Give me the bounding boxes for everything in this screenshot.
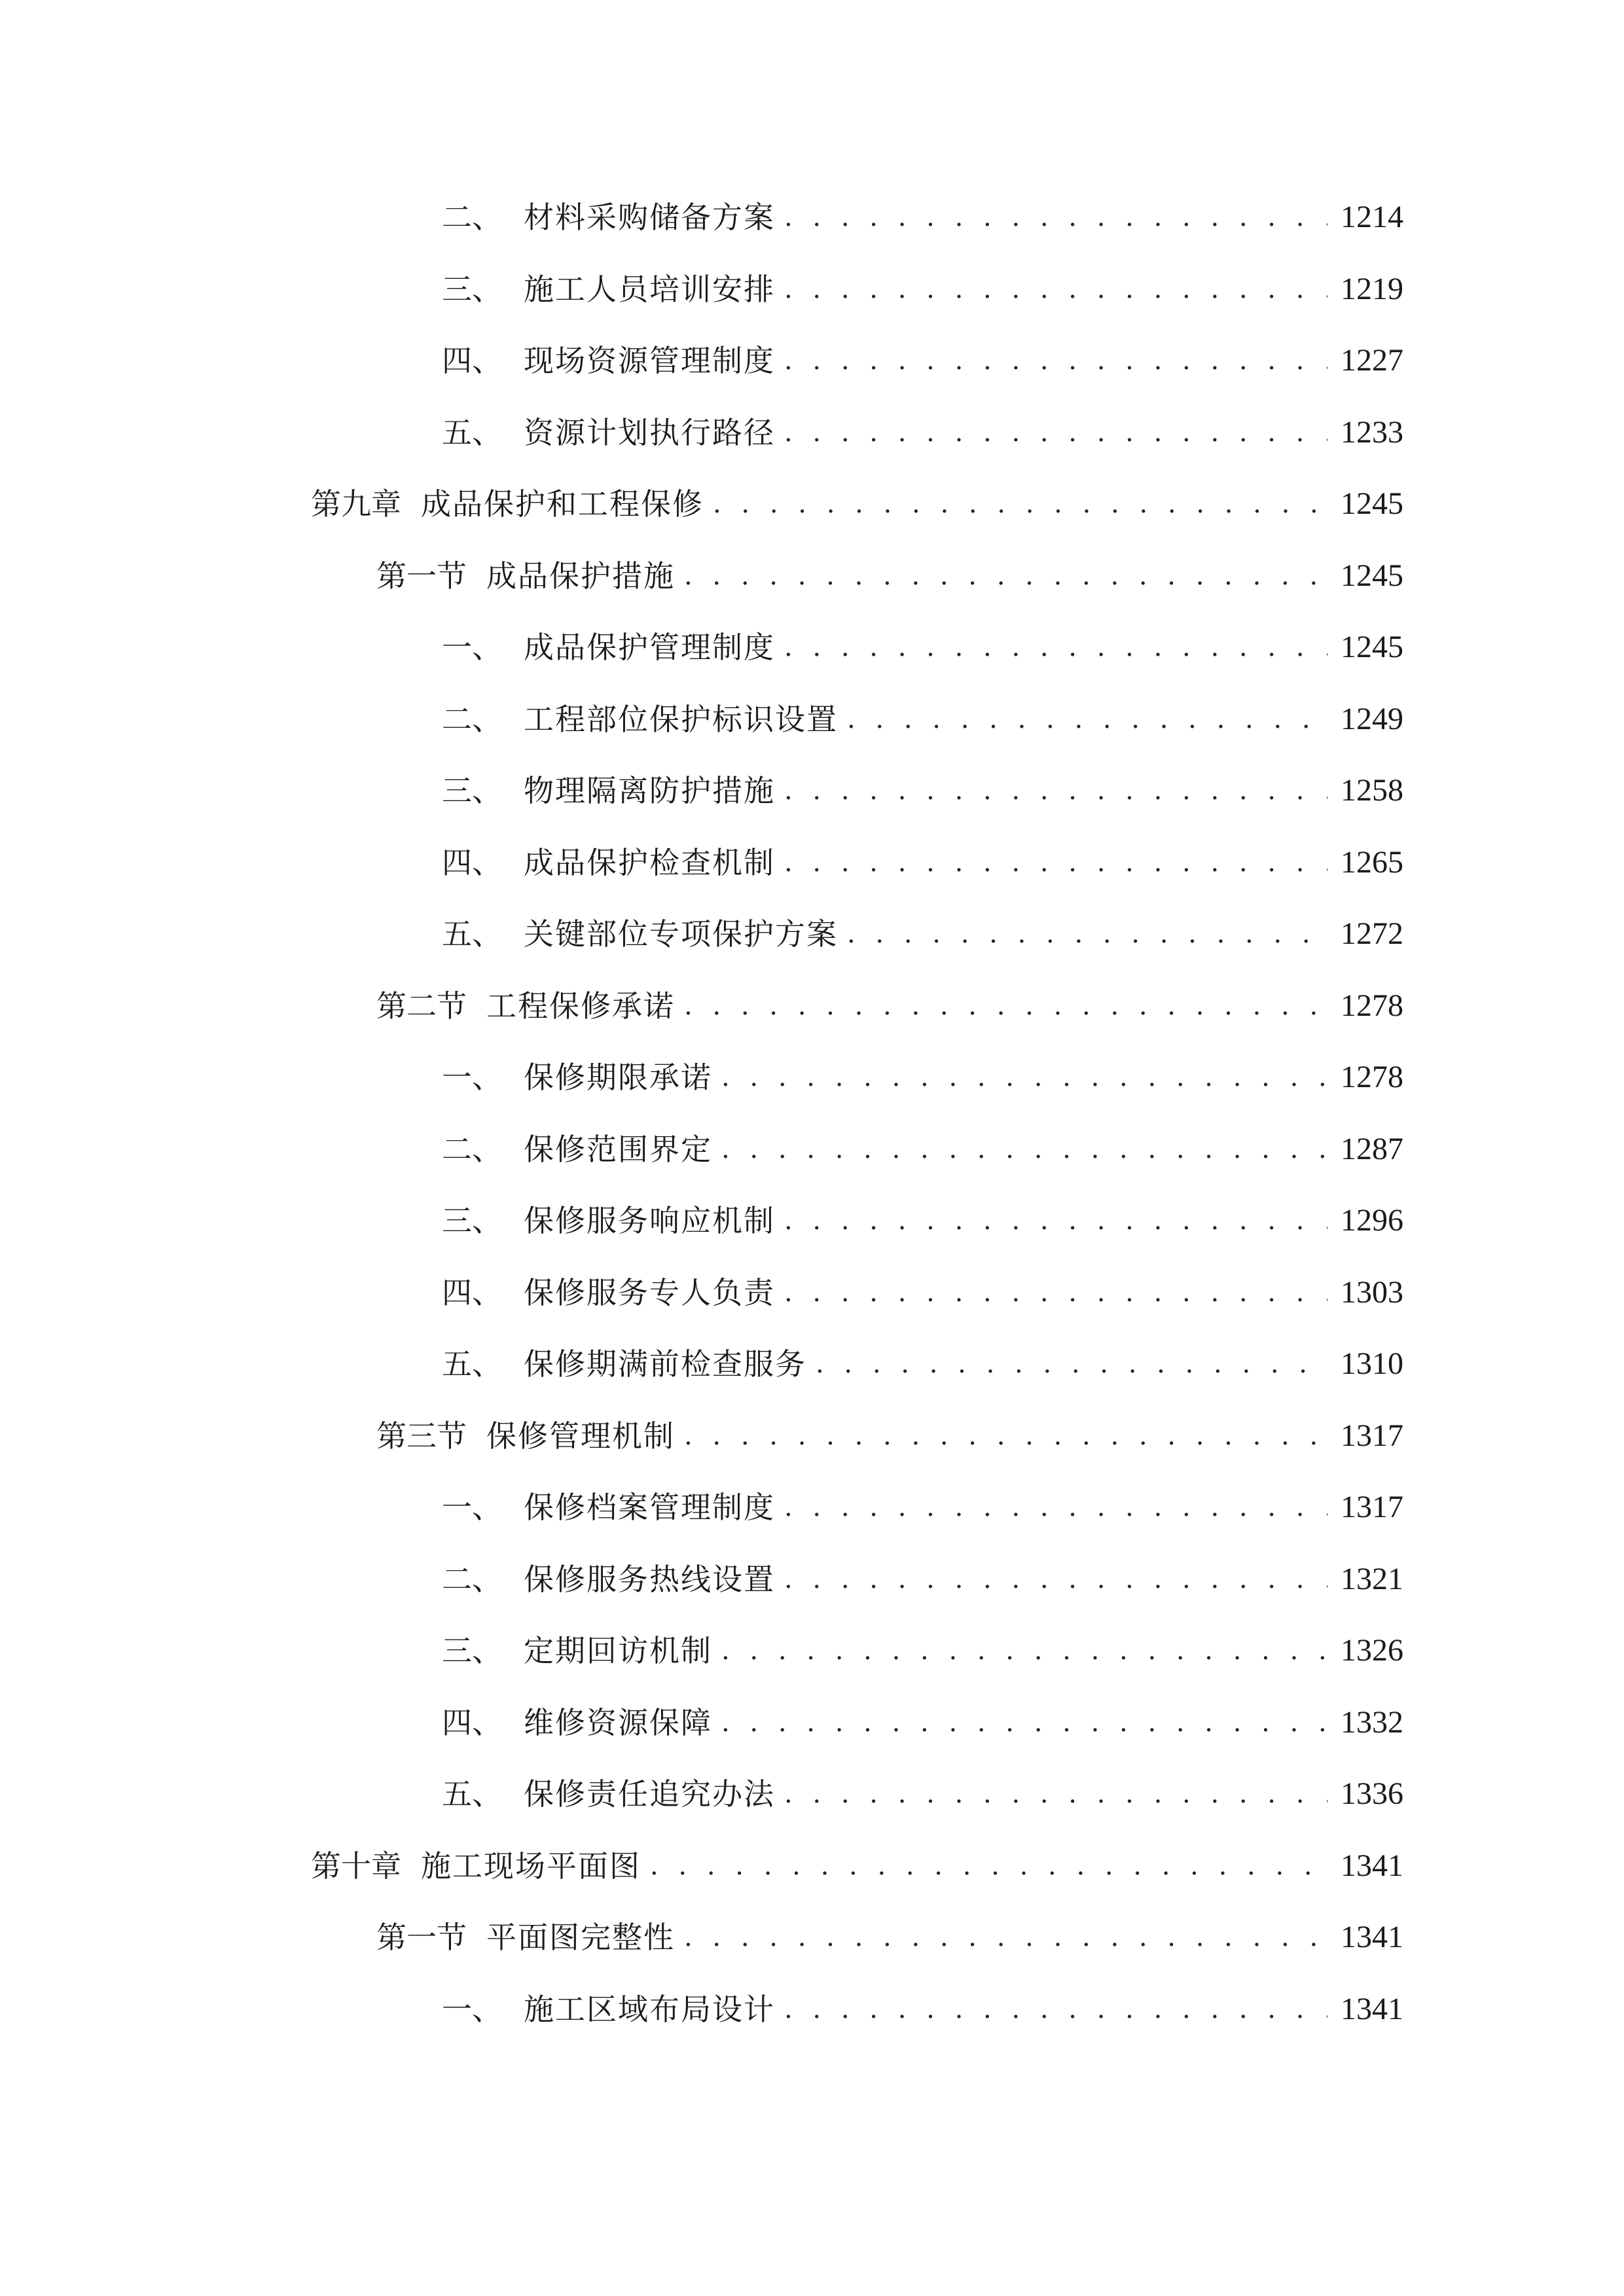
toc-entry-title: 保修责任追究办法 xyxy=(524,1776,775,1812)
dot-leader xyxy=(847,696,1327,742)
toc-entry[interactable] xyxy=(0,410,1403,456)
toc-section-entry[interactable] xyxy=(0,1914,1403,1960)
toc-entry-page: 1336 xyxy=(1341,1776,1403,1811)
toc-entry-page: 1341 xyxy=(1341,1848,1403,1883)
toc-entry-number: 三、 xyxy=(442,1633,502,1668)
toc-entry-number: 一、 xyxy=(442,1060,502,1095)
toc-entry-number: 三、 xyxy=(442,272,502,307)
dot-leader xyxy=(721,1126,1327,1172)
toc-entry[interactable] xyxy=(0,194,1403,240)
dot-leader xyxy=(784,338,1327,384)
toc-entry-title: 施工现场平面图 xyxy=(421,1848,641,1884)
toc-entry-page: 1296 xyxy=(1341,1203,1403,1238)
toc-entry-number: 四、 xyxy=(442,1275,502,1310)
toc-entry-page: 1249 xyxy=(1341,702,1403,736)
toc-entry[interactable] xyxy=(0,1484,1403,1530)
toc-entry-title: 保修服务热线设置 xyxy=(524,1562,775,1597)
toc-section-entry[interactable] xyxy=(0,983,1403,1029)
toc-entry-number: 一、 xyxy=(442,1992,502,2027)
toc-entry-title: 成品保护管理制度 xyxy=(524,630,775,665)
dot-leader xyxy=(721,1054,1327,1100)
toc-entry-title: 保修范围界定 xyxy=(524,1132,712,1167)
toc-entry-page: 1341 xyxy=(1341,1920,1403,1954)
toc-entry-number: 五、 xyxy=(442,916,502,952)
toc-entry-page: 1258 xyxy=(1341,773,1403,808)
toc-entry-title: 工程保修承诺 xyxy=(486,988,675,1024)
toc-entry-title: 物理隔离防护措施 xyxy=(524,773,775,808)
dot-leader xyxy=(784,1270,1327,1316)
toc-entry-number: 第十章 xyxy=(311,1848,401,1884)
toc-entry-title: 保修服务响应机制 xyxy=(524,1203,775,1238)
toc-entry[interactable] xyxy=(0,1628,1403,1674)
toc-entry-page: 1341 xyxy=(1341,1992,1403,2026)
toc-entry-title: 现场资源管理制度 xyxy=(524,343,775,378)
toc-entry-page: 1272 xyxy=(1341,916,1403,951)
dot-leader xyxy=(721,1628,1327,1674)
toc-entry-page: 1245 xyxy=(1341,630,1403,664)
dot-leader xyxy=(784,266,1327,312)
toc-entry-title: 保修管理机制 xyxy=(486,1418,675,1454)
toc-entry-page: 1332 xyxy=(1341,1705,1403,1740)
toc-entry-title: 维修资源保障 xyxy=(524,1705,712,1740)
dot-leader xyxy=(650,1843,1327,1889)
toc-entry-title: 成品保护措施 xyxy=(486,558,675,594)
toc-entry-title: 成品保护检查机制 xyxy=(524,845,775,880)
toc-entry-title: 材料采购储备方案 xyxy=(524,200,775,235)
toc-entry-title: 施工人员培训安排 xyxy=(524,272,775,307)
dot-leader xyxy=(784,1771,1327,1817)
dot-leader xyxy=(684,983,1327,1029)
dot-leader xyxy=(784,768,1327,814)
toc-entry-page: 1233 xyxy=(1341,415,1403,450)
toc-entry-title: 关键部位专项保护方案 xyxy=(524,916,838,952)
toc-entry-number: 二、 xyxy=(442,200,502,235)
toc-entry-page: 1219 xyxy=(1341,272,1403,306)
toc-entry-page: 1265 xyxy=(1341,845,1403,880)
toc-entry-number: 第一节 xyxy=(376,558,467,594)
toc-entry-title: 工程部位保护标识设置 xyxy=(524,702,838,737)
toc-entry-title: 资源计划执行路径 xyxy=(524,415,775,450)
toc-entry-page: 1214 xyxy=(1341,200,1403,234)
toc-entry-number: 五、 xyxy=(442,415,502,450)
toc-section-entry[interactable] xyxy=(0,553,1403,599)
dot-leader xyxy=(713,481,1327,527)
toc-entry-page: 1278 xyxy=(1341,1060,1403,1094)
toc-entry-page: 1287 xyxy=(1341,1132,1403,1166)
dot-leader xyxy=(684,1413,1327,1459)
toc-entry-number: 二、 xyxy=(442,702,502,737)
toc-entry-number: 三、 xyxy=(442,773,502,808)
toc-entry[interactable] xyxy=(0,1126,1403,1172)
toc-entry-title: 成品保护和工程保修 xyxy=(421,486,704,522)
toc-entry-title: 施工区域布局设计 xyxy=(524,1992,775,2027)
toc-entry-number: 四、 xyxy=(442,845,502,880)
toc-entry[interactable] xyxy=(0,768,1403,814)
toc-entry-page: 1245 xyxy=(1341,486,1403,521)
dot-leader xyxy=(684,1914,1327,1960)
dot-leader xyxy=(784,624,1327,670)
toc-entry-page: 1317 xyxy=(1341,1490,1403,1524)
toc-entry[interactable] xyxy=(0,624,1403,670)
toc-entry-page: 1278 xyxy=(1341,988,1403,1023)
dot-leader xyxy=(721,1700,1327,1746)
toc-entry[interactable] xyxy=(0,1341,1403,1387)
toc-entry[interactable] xyxy=(0,1198,1403,1244)
toc-entry-number: 五、 xyxy=(442,1346,502,1382)
toc-entry-number: 第二节 xyxy=(376,988,467,1024)
toc-entry-title: 保修期满前检查服务 xyxy=(524,1346,806,1382)
toc-entry-title: 保修期限承诺 xyxy=(524,1060,712,1095)
toc-entry-number: 一、 xyxy=(442,630,502,665)
toc-entry-number: 四、 xyxy=(442,343,502,378)
dot-leader xyxy=(847,911,1327,957)
toc-entry-page: 1321 xyxy=(1341,1562,1403,1596)
toc-entry-page: 1326 xyxy=(1341,1633,1403,1668)
toc-entry-title: 保修服务专人负责 xyxy=(524,1275,775,1310)
toc-chapter-entry[interactable] xyxy=(0,1843,1403,1889)
dot-leader xyxy=(784,1556,1327,1602)
dot-leader xyxy=(784,1198,1327,1244)
toc-entry-title: 保修档案管理制度 xyxy=(524,1490,775,1525)
toc-entry-page: 1310 xyxy=(1341,1346,1403,1381)
toc-entry-number: 一、 xyxy=(442,1490,502,1525)
toc-entry[interactable] xyxy=(0,911,1403,957)
dot-leader xyxy=(784,840,1327,886)
dot-leader xyxy=(784,410,1327,456)
toc-entry-number: 三、 xyxy=(442,1203,502,1238)
toc-entry[interactable] xyxy=(0,1556,1403,1602)
toc-entry-number: 四、 xyxy=(442,1705,502,1740)
toc-entry[interactable] xyxy=(0,1771,1403,1817)
dot-leader xyxy=(784,194,1327,240)
toc-entry-page: 1303 xyxy=(1341,1275,1403,1310)
toc-section-entry[interactable] xyxy=(0,1413,1403,1459)
dot-leader xyxy=(784,1986,1327,2032)
toc-entry-title: 平面图完整性 xyxy=(486,1920,675,1955)
toc-entry[interactable] xyxy=(0,1270,1403,1316)
toc-entry-number: 二、 xyxy=(442,1562,502,1597)
toc-entry[interactable] xyxy=(0,840,1403,886)
dot-leader xyxy=(784,1484,1327,1530)
toc-entry[interactable] xyxy=(0,1700,1403,1746)
toc-entry-number: 第九章 xyxy=(311,486,401,522)
dot-leader xyxy=(684,553,1327,599)
toc-entry-title: 定期回访机制 xyxy=(524,1633,712,1668)
toc-entry-number: 第一节 xyxy=(376,1920,467,1955)
toc-entry[interactable] xyxy=(0,1054,1403,1100)
toc-entry[interactable] xyxy=(0,266,1403,312)
toc-chapter-entry[interactable] xyxy=(0,481,1403,527)
toc-entry[interactable] xyxy=(0,1986,1403,2032)
toc-entry-page: 1227 xyxy=(1341,343,1403,378)
toc-entry[interactable] xyxy=(0,338,1403,384)
toc-entry-page: 1317 xyxy=(1341,1418,1403,1453)
dot-leader xyxy=(816,1341,1327,1387)
toc-entry-number: 五、 xyxy=(442,1776,502,1812)
toc-entry-number: 二、 xyxy=(442,1132,502,1167)
toc-entry-page: 1245 xyxy=(1341,558,1403,593)
toc-entry-number: 第三节 xyxy=(376,1418,467,1454)
toc-entry[interactable] xyxy=(0,696,1403,742)
